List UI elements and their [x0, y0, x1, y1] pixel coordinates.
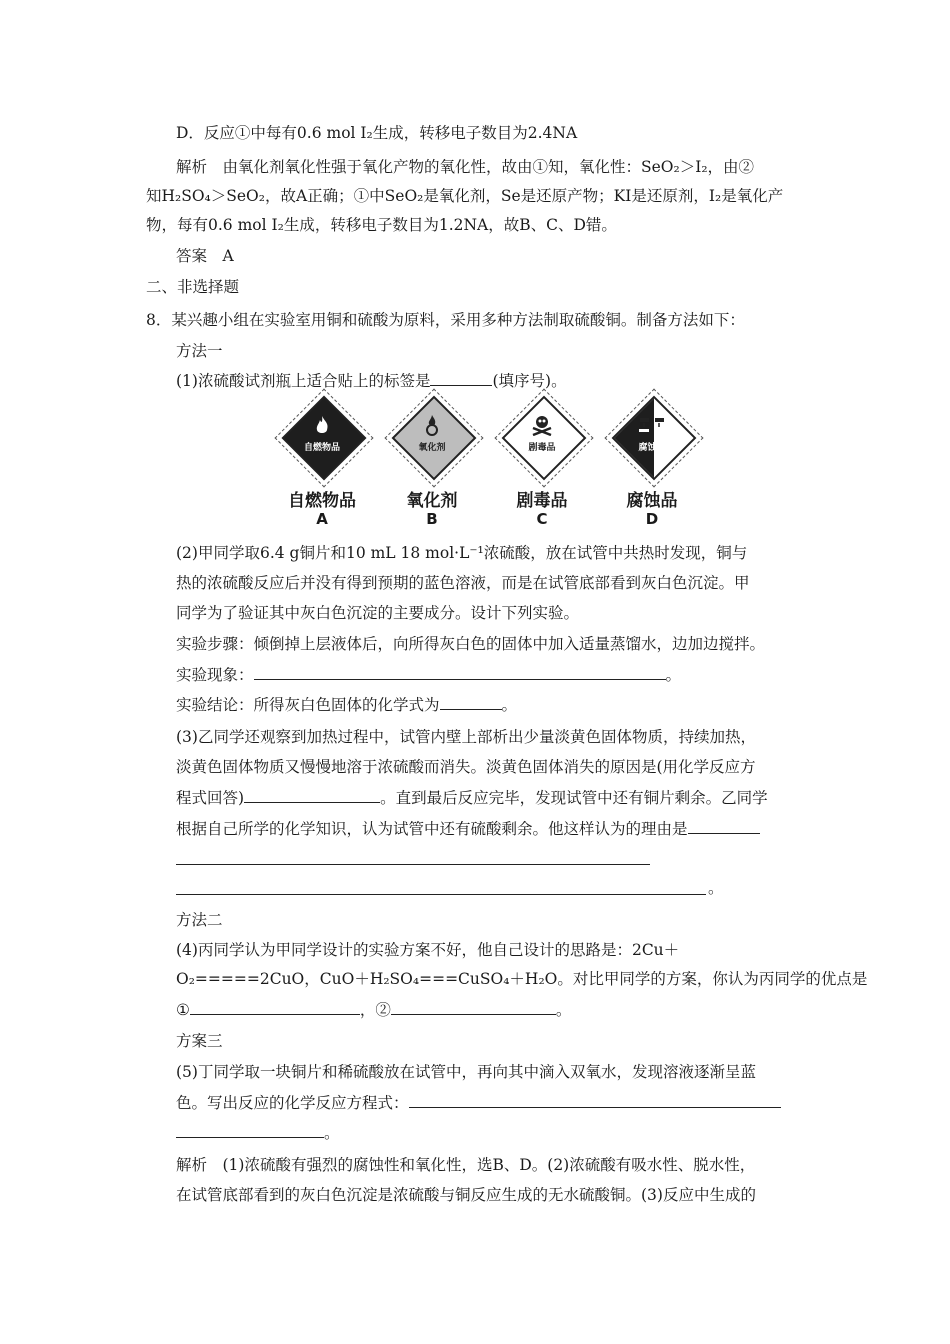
- question-3-line-2: 淡黄色固体物质又慢慢地溶于浓硫酸而消失。淡黄色固体消失的原因是(用化学反应方: [176, 758, 756, 776]
- hazard-label-name: 腐蚀品: [626, 491, 678, 511]
- period: 。: [555, 1001, 572, 1019]
- question-3-line-1: (3)乙同学还观察到加热过程中，试管内壁上部析出少量淡黄色固体物质，持续加热，: [176, 728, 756, 746]
- question-5-prompt: 色。写出反应的化学反应方程式：: [176, 1094, 409, 1112]
- hazard-label-letter: D: [645, 510, 659, 528]
- question-2-line-3: 同学为了验证其中灰白色沉淀的主要成分。设计下列实验。: [176, 604, 580, 622]
- question-4-line-3: [176, 1000, 571, 1020]
- circled-two: ，②: [359, 1001, 391, 1019]
- hazard-diamond-caption: 自燃物品: [303, 443, 340, 453]
- option-d-line: D．反应①中每有0.6 mol I₂生成，转移电子数目为2.4NA: [176, 124, 578, 142]
- answer-line-reason-2[interactable]: [176, 864, 650, 865]
- question-5-line-2: [176, 1093, 781, 1113]
- experiment-phenomenon-label: 实验现象：: [176, 666, 254, 684]
- corrosion-icon: [637, 414, 667, 436]
- section-heading: 二、非选择题: [146, 278, 240, 296]
- flame-icon: [307, 414, 337, 436]
- question-3-line-4: [176, 819, 760, 839]
- question-3-text-cont: 。直到最后反应完毕，发现试管中还有铜片剩余。乙同学: [380, 789, 768, 807]
- answer-blank-equation-5[interactable]: [409, 1093, 781, 1108]
- experiment-conclusion-label: 实验结论：所得灰白色固体的化学式为: [176, 696, 440, 714]
- hazard-diamond: [392, 396, 477, 481]
- period: 。: [708, 879, 724, 897]
- period: 。: [501, 696, 518, 714]
- question-3-text: 程式回答): [176, 789, 245, 807]
- answer-blank-formula[interactable]: [440, 695, 502, 710]
- analysis-line-2: 知H₂SO₄＞SeO₂，故A正确；①中SeO₂是氧化剂，Se是还原产物；KI是还原剂，I₂是氧化产: [146, 187, 784, 205]
- answer-blank-equation[interactable]: [244, 788, 380, 803]
- answer-blank-1[interactable]: [430, 371, 492, 386]
- hazard-diamond: [502, 396, 587, 481]
- hazard-label-letter: A: [316, 510, 328, 528]
- experiment-steps: 实验步骤：倾倒掉上层液体后，向所得灰白色的固体中加入适量蒸馏水，边加边搅拌。: [176, 635, 766, 653]
- question-4-line-2: O₂=====2CuO，CuO＋H₂SO₄===CuSO₄＋H₂O。对比甲同学的方案，你认为丙同学的优点是: [176, 970, 868, 988]
- answer-blank-advantage-1[interactable]: [190, 1000, 360, 1015]
- question-2-line-2: 热的浓硫酸反应后并没有得到预期的蓝色溶液，而是在试管底部看到灰白色沉淀。甲: [176, 574, 750, 592]
- hazard-label-name: 氧化剂: [406, 491, 458, 511]
- answer-line: 答案 A: [176, 247, 234, 265]
- hazard-label-letter: C: [536, 510, 548, 528]
- question-2-line-1: (2)甲同学取6.4 g铜片和10 mL 18 mol·L⁻¹浓硫酸，放在试管中共热时发现，铜与: [176, 544, 748, 562]
- hazard-label-name: 自燃物品: [288, 491, 356, 511]
- experiment-phenomenon-line: [176, 665, 681, 685]
- flame-over-circle-icon: [417, 414, 447, 436]
- hazard-diamond-caption: 氧化剂: [418, 443, 446, 453]
- hazard-diamond: [612, 396, 697, 481]
- period: 。: [324, 1124, 340, 1142]
- skull-crossbones-icon: [527, 414, 557, 436]
- question-5-line-3: [176, 1123, 340, 1143]
- hazard-diamond: [282, 396, 367, 481]
- method-3-heading: 方案三: [176, 1032, 223, 1050]
- analysis-line-3: 物，每有0.6 mol I₂生成，转移电子数目为1.2NA，故B、C、D错。: [146, 216, 617, 234]
- method-1-heading: 方法一: [176, 342, 223, 360]
- question-3-reason-prompt: 根据自己所学的化学知识，认为试管中还有硫酸剩余。他这样认为的理由是: [176, 820, 688, 838]
- answer-blank-reason[interactable]: [688, 819, 760, 834]
- analysis-2-line-2: 在试管底部看到的灰白色沉淀是浓硫酸与铜反应生成的无水硫酸铜。(3)反应中生成的: [176, 1186, 756, 1204]
- hazard-diamond-caption: 剧毒品: [528, 443, 556, 453]
- hazard-label-figure: [280, 402, 700, 532]
- question-3-line-3: [176, 788, 768, 808]
- answer-blank-equation-5-cont[interactable]: [176, 1123, 324, 1138]
- question-1-line: [176, 371, 567, 391]
- hazard-diamond-caption: 腐蚀品: [638, 443, 666, 453]
- analysis-2-line-1: 解析 (1)浓硫酸有强烈的腐蚀性和氧化性，选B、D。(2)浓硫酸有吸水性、脱水性，: [176, 1156, 756, 1174]
- question-8-stem: 8．某兴趣小组在实验室用铜和硫酸为原料，采用多种方法制取硫酸铜。制备方法如下：: [146, 311, 745, 329]
- question-1-text: (1)浓硫酸试剂瓶上适合贴上的标签是: [176, 372, 431, 390]
- hazard-label-name: 剧毒品: [516, 491, 568, 511]
- answer-blank-advantage-2[interactable]: [391, 1000, 556, 1015]
- circled-one: ①: [176, 1001, 190, 1019]
- answer-line-reason-3[interactable]: [176, 894, 706, 895]
- analysis-line-1: 解析 由氧化剂氧化性强于氧化产物的氧化性，故由①知，氧化性：SeO₂＞I₂，由②: [176, 158, 755, 176]
- method-2-heading: 方法二: [176, 911, 223, 929]
- answer-blank-phenomenon[interactable]: [254, 665, 666, 680]
- question-5-line-1: (5)丁同学取一块铜片和稀硫酸放在试管中，再向其中滴入双氧水，发现溶液逐渐呈蓝: [176, 1063, 756, 1081]
- question-4-line-1: (4)丙同学认为甲同学设计的实验方案不好，他自己设计的思路是：2Cu＋: [176, 941, 680, 959]
- hazard-label-letter: B: [426, 510, 438, 528]
- experiment-conclusion-line: [176, 695, 517, 715]
- question-1-suffix: (填序号)。: [492, 372, 567, 390]
- period: 。: [665, 666, 682, 684]
